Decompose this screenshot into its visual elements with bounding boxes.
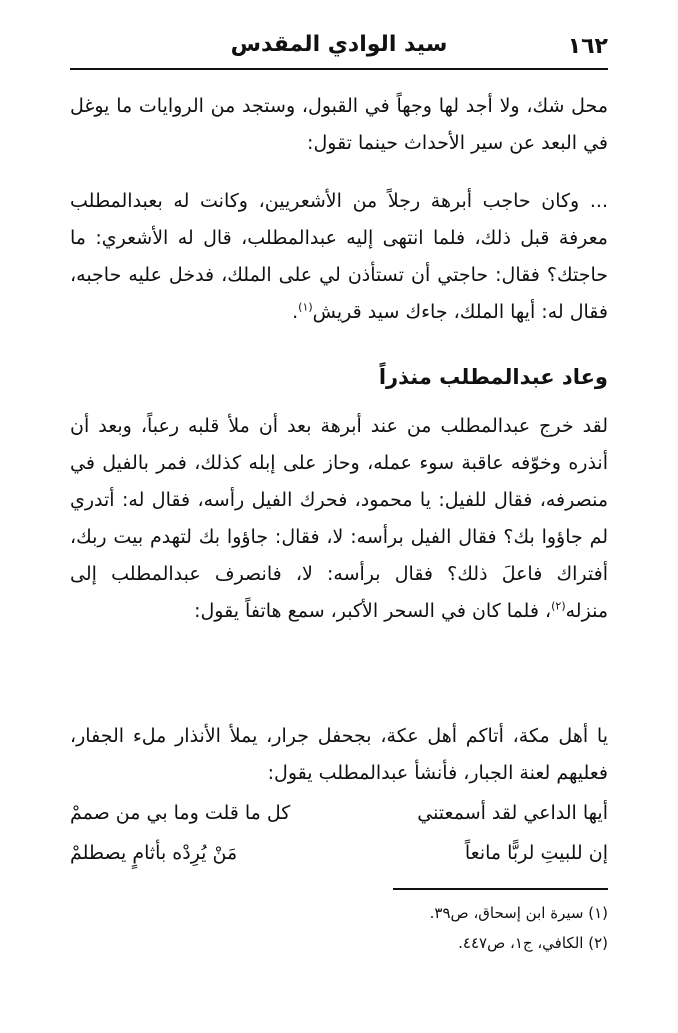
footnote-1: (١) سيرة ابن إسحاق، ص٣٩. [429, 904, 608, 922]
quoted-narration [70, 183, 608, 331]
verse-second-hemistich: مَنْ يُرِدْه بأثامٍ يصطلمْ [70, 842, 238, 864]
poem-verse [70, 842, 608, 882]
verse-second-hemistich: كل ما قلت وما بي من صممْ [70, 802, 291, 824]
running-title: سيد الوادي المقدس [230, 32, 448, 57]
footnote-2: (٢) الكافي، ج١، ص٤٤٧. [458, 934, 608, 952]
quoted-narration-text: ... وكان حاجب أبرهة رجلاً من الأشعريين، وكانت له بعبدالمطلب معرفة قبل ذلك، فلما انتهى إليه عبدالمطلب، قال له الأشعري: ما حاجتك؟ فقال: حاجتي أن تستأذن لي على الملك، فدخل عليه حاجبه، فقال له: أيها الملك، جاءك سيد قريش [70, 190, 608, 323]
footnote-marker-1: (١) [298, 300, 313, 314]
poem-verse [70, 802, 608, 842]
quoted-narration-end: . [292, 301, 299, 323]
verse-first-hemistich: إن للبيتِ لربًّا مانعاً [464, 842, 608, 864]
page-number: ١٦٢ [567, 34, 608, 59]
section-heading: وعاد عبدالمطلب منذراً [378, 365, 608, 389]
footnote-rule [393, 888, 608, 890]
footnotes [70, 898, 608, 958]
verse-first-hemistich: أيها الداعي لقد أسمعتني [417, 802, 608, 824]
elephant-paragraph [70, 408, 608, 630]
herald-paragraph: يا أهل مكة، أتاكم أهل عكة، بجحفل جرار، يملأ الأنذار ملء الجفار، فعليهم لعنة الجبار، فأنشأ عبدالمطلب يقول: [70, 725, 608, 784]
page-header [70, 30, 608, 70]
elephant-paragraph-text: لقد خرج عبدالمطلب من عند أبرهة بعد أن ملأ قلبه رعباً، وبعد أن أنذره وخوّفه عاقبة سوء عمله، وحاز على إبله كذلك، فمر بالفيل في منصرفه، فقال للفيل: يا محمود، فحرك الفيل رأسه، فقال له: أتدري لم جاؤوا بك؟ فقال الفيل برأسه: لا، فقال: جاؤوا بك لتهدم بيت ربك، أفتراك فاعلَ ذلك؟ فقال برأسه: لا، فانصرف عبدالمطلب إلى منزله [70, 415, 608, 622]
header-rule [70, 68, 608, 70]
intro-paragraph: محل شك، ولا أجد لها وجهاً في القبول، وستجد من الروايات ما يوغل في البعد عن سير الأحداث حينما تقول: [70, 95, 608, 154]
footnote-marker-2: (٢) [551, 599, 566, 613]
elephant-paragraph-rest: ، فلما كان في السحر الأكبر، سمع هاتفاً يقول: [194, 600, 552, 622]
